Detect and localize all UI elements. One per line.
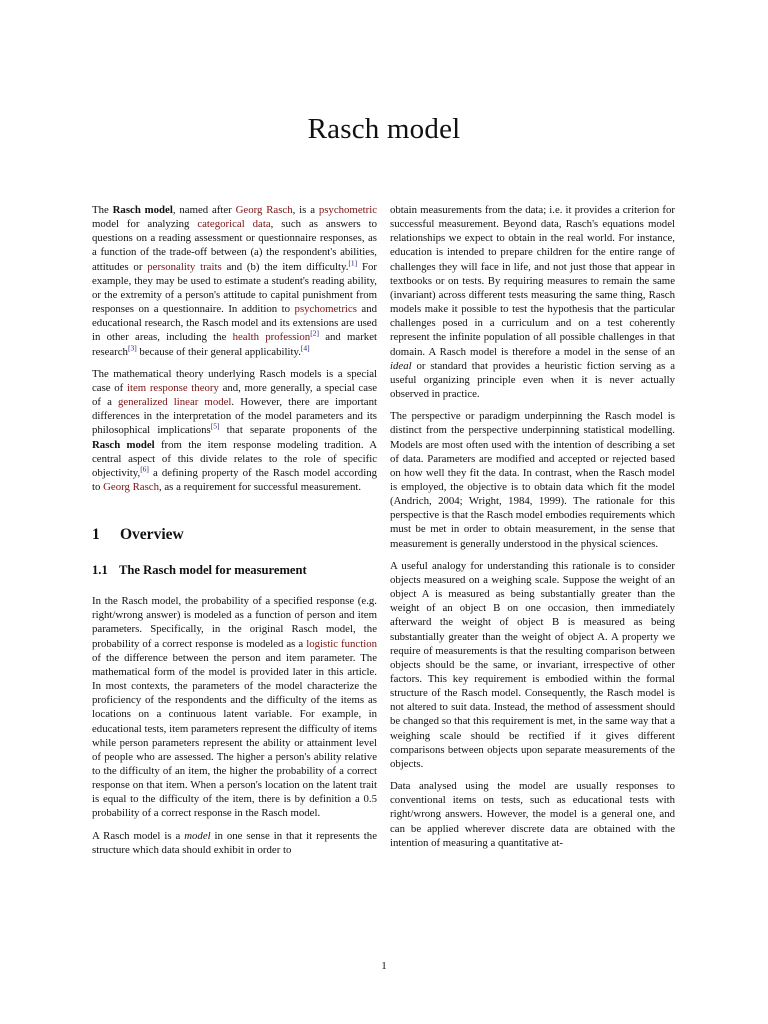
text: and (b) the item difficulty. (221, 260, 349, 273)
text: . However, there are important differences in the interpretation of the model parameters and its philosophical implications (92, 396, 378, 437)
text: because of their general applicability. (136, 345, 301, 358)
link-psychometrics[interactable]: psychometrics (294, 303, 357, 316)
paragraph-data (390, 779, 675, 850)
text: The mathematical theory underlying Rasch models is a special case of (92, 367, 377, 394)
text: that separate proponents of the (219, 424, 377, 437)
text: in one sense in that it represents the structure which data should exhibit in order to (92, 829, 377, 856)
page-number: 1 (381, 960, 387, 972)
citation-5[interactable]: [5] (210, 421, 220, 431)
link-health-profession[interactable]: health profession (232, 331, 311, 344)
italic-term: ideal (390, 359, 412, 372)
italic-term: model (184, 829, 211, 842)
paragraph-theory (92, 367, 377, 494)
text: In the Rasch model, the probability of a specified response (e.g. right/wrong answer) is modeled as a function of person and item parameters. Specifically, in the original Rasch model, the probability of a correct response is modeled as a (92, 595, 377, 650)
link-personality-traits[interactable]: personality traits (147, 260, 222, 273)
bold-term: Rasch model (92, 438, 155, 451)
subsection-number: 1.1 (92, 563, 108, 578)
text: of the difference between the person and item parameter. The mathematical form of the model is provided later in this article. In most contexts, the parameters of the model characterize the proficiency of the respondents and the difficulty of the items as locations on a continuous latent variable. For example, in educational tests, item parameters represent the difficulty of items while person parameters represent the ability or attainment level of people who are assessed. The higher a person's ability relative to the difficulty of an item, the higher the probability of a correct response on that item. When a person's location on the latent trait is equal to the difficulty of the item, there is by definition a 0.5 probability of a correct response in the Rasch model. (92, 651, 377, 820)
text: A Rasch model is a (92, 829, 185, 842)
citation-4[interactable]: [4] (300, 342, 310, 352)
left-column (92, 203, 377, 865)
text: model for analyzing (92, 218, 198, 231)
citation-1[interactable]: [1] (348, 258, 358, 268)
text: , such as answers to questions on a reading assessment or questionnaire responses, as a function of the trade-off between (a) the respondent's abilities, attitudes or (92, 218, 377, 273)
paragraph-measurement (92, 594, 377, 821)
right-column (390, 203, 675, 858)
paragraph-intro (92, 203, 377, 359)
paragraph-analogy (390, 559, 675, 771)
subsection-title: The Rasch model for measurement (119, 563, 307, 578)
link-georg-rasch[interactable]: Georg Rasch (235, 204, 293, 216)
text: For example, they may be used to estimate a student's reading ability, or the extremity of a person's attitude to capital punishment from responses on a questionnaire. In addition to (92, 260, 377, 316)
text: a defining property of the Rasch model according to (92, 466, 377, 493)
paragraph-criterion (390, 203, 675, 401)
citation-6[interactable]: [6] (140, 464, 149, 474)
section-title: Overview (120, 526, 184, 544)
section-number: 1 (92, 526, 100, 544)
text: , as a requirement for successful measurement. (158, 480, 362, 493)
paragraph-model (92, 829, 377, 857)
page-title: Rasch model (307, 113, 461, 145)
text: A useful analogy for understanding this rationale is to consider objects measured on a weighing scale. Suppose the weight of an object A is measured as being substantially greater than the weight of an object B on one occasion, then immediately afterward the weight of object B is measured as being substantially greater than the weight of object A. A property we require of measurements is that the resulting comparison between objects should be the same, or invariant, irrespective of other factors. This key requirement is embodied within the formal structure of the Rasch model. Consequently, the Rasch model is not altered to suit data. Instead, the method of assessment should be changed so that this requirement is met, in the same way that a weighing scale should be rectified if it gives different comparisons between objects upon separate measurements of the objects. (390, 559, 675, 770)
section-heading-overview (92, 526, 377, 544)
citation-2[interactable]: [2] (310, 328, 319, 338)
text: and, more generally, a special case of a (92, 381, 377, 409)
text: The (92, 204, 113, 216)
text: Data analysed using the model are usually responses to conventional items on tests, such as educational tests with right/wrong answers. However, the model is a general one, and can be applied wherever discrete data are obtained with the intention of measuring a quantitative at- (390, 780, 675, 849)
text: from the item response modeling tradition. A central aspect of this divide relates to the role of specific objectivity, (92, 438, 377, 479)
link-logistic-function[interactable]: logistic function (306, 637, 377, 650)
citation-3[interactable]: [3] (127, 342, 137, 352)
text: The perspective or paradigm underpinning the Rasch model is distinct from the perspective underpinning statistical modelling. Models are most often used with the intention of describing a set of data. Parameters are modified and accepted or rejected based on how well they fit the data. In contrast, when the Rasch model is employed, the objective is to obtain data which fit the model (Andrich, 2004; Wright, 1984, 1999). The rationale for this perspective is that the Rasch model embodies requirements which must be met in order to obtain measurement, in the sense that measurement is generally understood in the physical sciences. (390, 410, 675, 550)
text: , is a (292, 204, 319, 216)
paragraph-perspective (390, 409, 675, 551)
text: , named after (172, 204, 236, 216)
text: or standard that provides a heuristic fiction serving as a useful organizing principle even when it is never actually observed in practice. (390, 359, 675, 401)
text: and educational research, the Rasch model and its extensions are used in other areas, including the (92, 303, 377, 344)
link-generalized-linear-model[interactable]: generalized linear model (117, 396, 232, 409)
bold-term: Rasch model (112, 204, 173, 216)
link-psychometric[interactable]: psychometric (318, 204, 377, 216)
text: obtain measurements from the data; i.e. it provides a criterion for successful measurement. Beyond data, Rasch's equations model relationships we expect to obtain in the real world. For instance, education is intended to prepare children for the entire range of challenges they will face in life, and not just those that appear in textbooks or on tests. By requiring measures to remain the same (invariant) across different tests measuring the same thing, Rasch models make it possible to test the hypothesis that the particular challenges posed in a curriculum and on a test coherently represent the infinite population of all possible challenges in that domain. A Rasch model is therefore a model in the sense of an (390, 204, 675, 358)
subsection-heading (92, 562, 377, 578)
link-categorical-data[interactable]: categorical data (197, 218, 271, 231)
link-item-response-theory[interactable]: item response theory (126, 381, 219, 394)
link-georg-rasch-2[interactable]: Georg Rasch (103, 480, 159, 493)
text: and market research (92, 331, 378, 358)
